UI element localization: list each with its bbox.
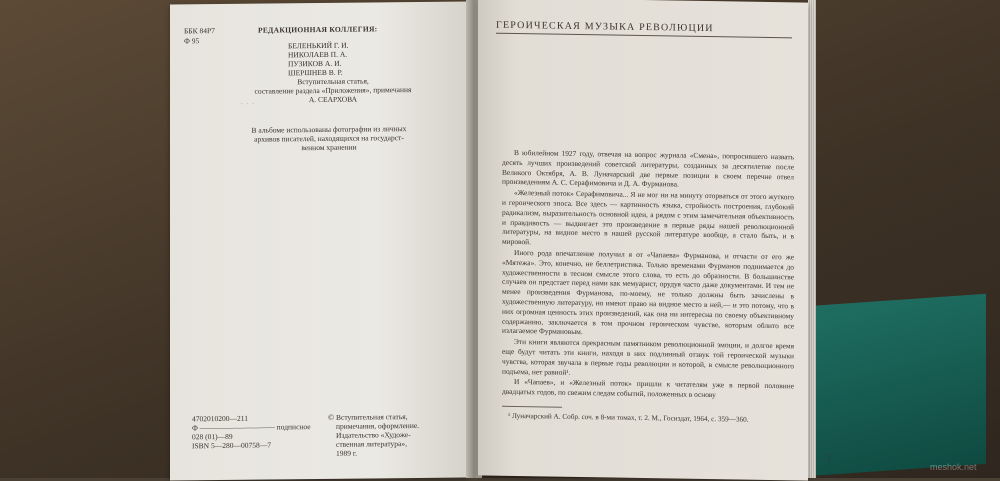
bbk-code: ББК 84Р7 xyxy=(184,26,215,36)
copyright-mark: © xyxy=(328,412,335,422)
book-cover-edge xyxy=(806,294,986,477)
paragraph: В юбилейном 1927 году, отвечая на вопрос журнала «Смена», попросившего назвать десять лучших произведений советской литературы, созданных за десятилетие после Великого Октября, А. В. Луначарский две первые позиции в своем перечне отвел произведениям А. С. Серафимовича и Д. А. Фурманова. xyxy=(502,147,794,189)
paragraph: Иного рода впечатление получил я от «Чапаева» Фурманова, и отчасти от его же «Мятежа». Это, конечно, не беллетристика. Только временами Фурманов поднимается до художественности в тесном смысле этого слова, то есть до образности. В большинстве случаев он предстает перед нами как мемуарист, орудуя часто даже документами. И тем не менее произведения Фурманова, по-моему, не только должны быть зачислены в художественную литературу, но имеют право на видное место в ней,— и это потому, что в них огромная ценность этих произведений, как она ни интересна по своему объективному содержанию, заключается в том прочном героическом чувстве, которым облито все излагаемое Фурмановым. xyxy=(502,247,794,337)
right-page xyxy=(478,0,831,481)
author-sign-code: Ф 95 xyxy=(184,36,200,46)
intro-line: А. СЕАРХОВА xyxy=(308,94,358,105)
paragraph: Эти книги являются прекрасным памятником революционной эмоции, и долгое время еще будут читать эти книги, находя в них подлинный отзвук той героической музыки чувства, которая звучала в первые годы революции и которой, в смысле революционного подъема, нет равной¹. xyxy=(502,337,794,377)
left-page xyxy=(170,1,468,480)
photo-archive-note xyxy=(234,124,424,153)
footnote: ¹ Луначарский А. Собр. соч. в 8-ми томах, т. 2. М., Госиздат, 1964, с. 359—360. xyxy=(508,411,749,424)
biblio-line: 028 (01)—89 xyxy=(192,431,233,442)
board-member: ШЕРШНЕВ В. Р. xyxy=(288,67,343,78)
paragraph: И «Чапаев», и «Железный поток» пришли к читателям уже в первой половине двадцатых годов, по свежим следам событий, положенных в основу xyxy=(502,377,794,400)
paragraph: «Железный поток» Серафимовича... Я не мог ни на минуту оторваться от этого жуткого и героического эпоса. Все здесь — картинность языка, стройность построения, глубокий радикализм, выразительность основной идеи, а рядом с этим замечательная объективность и правдивость — выдвигает это произведение в первые ряды нашей революционной литературы, на видное место в нашей русской литературе вообще, а стало быть, и в мировой. xyxy=(502,188,794,247)
site-watermark: meshok.net xyxy=(930,462,977,472)
board-member: ПУЗИКОВ А. И. xyxy=(288,58,342,69)
copyright-line: Вступительная статья, xyxy=(336,412,408,422)
editorial-board-title: РЕДАКЦИОННАЯ КОЛЛЕГИЯ: xyxy=(258,24,378,35)
note-line: В альбоме использованы фотографии из личных xyxy=(251,124,407,135)
isbn: ISBN 5—280—00758—7 xyxy=(192,440,271,451)
note-line: венном хранении xyxy=(301,142,357,153)
copyright-line: ственная литература», xyxy=(336,439,407,449)
footnote-rule xyxy=(502,406,562,408)
intro-credits xyxy=(238,76,428,105)
copyright-notice xyxy=(336,412,419,458)
copyright-line: 1989 г. xyxy=(336,448,357,458)
classification-codes xyxy=(184,26,215,46)
note-line: архивов писателей, находящихся на государст- xyxy=(254,133,404,144)
show-through-text: · · · xyxy=(240,98,256,110)
running-header: ГЕРОИЧЕСКАЯ МУЗЫКА РЕВОЛЮЦИИ xyxy=(496,20,792,39)
copyright-line: Издательство «Художе- xyxy=(336,430,411,440)
board-member: БЕЛЕНЬКИЙ Г. И. xyxy=(288,40,349,51)
intro-line: Вступительная статья, xyxy=(297,76,369,87)
page-edges xyxy=(808,0,816,478)
board-member: НИКОЛАЕВ П. А. xyxy=(288,49,348,60)
intro-line: составление раздела «Приложения», примечания xyxy=(254,85,412,96)
bibliographic-info xyxy=(192,413,311,450)
biblio-line: 4702010200—211 xyxy=(192,413,248,424)
biblio-line: Ф —————————— подписное xyxy=(192,422,311,433)
page-number: 3 xyxy=(826,452,831,463)
copyright-line: примечания, оформление. xyxy=(336,420,420,431)
editorial-board-list xyxy=(288,41,348,78)
body-text xyxy=(502,148,794,403)
